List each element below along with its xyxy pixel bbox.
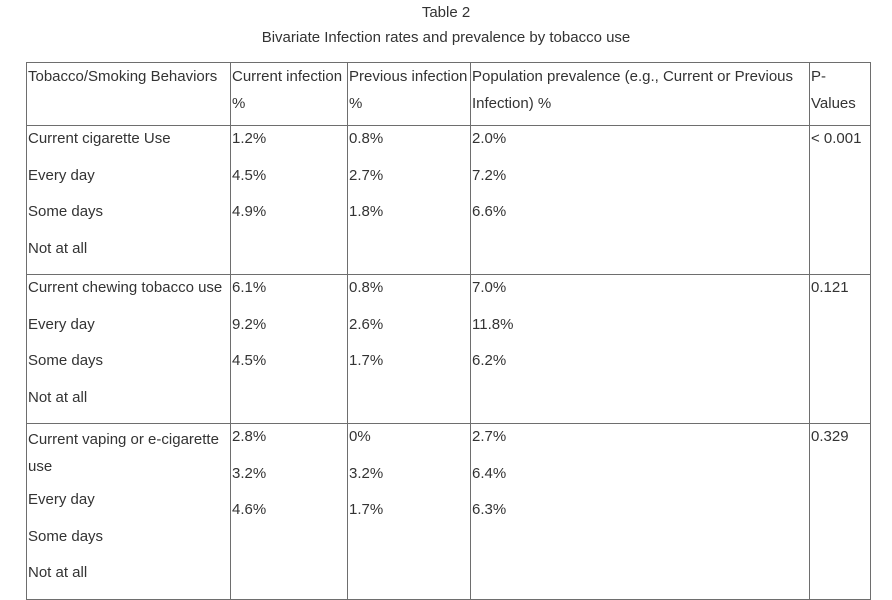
behavior-label: Current vaping or e-cigarette use <box>28 431 219 475</box>
table-title: Bivariate Infection rates and prevalence by tobacco use <box>261 29 631 46</box>
value: 0% <box>349 428 371 445</box>
p-value: < 0.001 <box>811 130 862 147</box>
value: 2.0% <box>472 130 507 147</box>
table-row <box>27 424 871 600</box>
behavior-cell <box>27 275 231 424</box>
header-population-prevalence: Population prevalence (e.g., Current or Previous Infection) % <box>471 63 810 126</box>
behavior-label: Not at all <box>28 564 88 581</box>
value: 4.6% <box>232 501 267 518</box>
behavior-label: Not at all <box>28 388 88 406</box>
p-value-cell <box>810 126 871 275</box>
value: 7.2% <box>472 166 507 184</box>
value: 6.4% <box>472 464 507 482</box>
value: 2.7% <box>349 166 384 184</box>
table-row <box>27 275 871 424</box>
prevalence-cell <box>471 126 810 275</box>
behavior-cell <box>27 126 231 275</box>
value: 4.5% <box>232 166 267 184</box>
value: 2.8% <box>232 428 267 445</box>
previous-infection-cell <box>348 126 471 275</box>
p-value: 0.121 <box>811 279 849 296</box>
p-value-cell <box>810 424 871 600</box>
current-infection-cell <box>231 424 348 600</box>
value: 1.2% <box>232 130 267 147</box>
value: 4.5% <box>232 352 267 369</box>
behavior-label: Every day <box>28 491 95 508</box>
value: 0.8% <box>349 279 384 296</box>
value: 7.0% <box>472 279 507 296</box>
table-number: Table 2 <box>421 4 471 21</box>
value: 1.7% <box>349 501 384 518</box>
p-value-cell <box>810 275 871 424</box>
header-current-infection: Current infection % <box>231 63 348 126</box>
value: 0.8% <box>349 130 384 147</box>
header-behaviors: Tobacco/Smoking Behaviors <box>27 63 231 126</box>
behavior-label: Some days <box>28 203 104 220</box>
value: 6.2% <box>472 352 507 369</box>
behavior-label: Every day <box>28 315 95 333</box>
header-p-values: P-Values <box>810 63 871 126</box>
behavior-cell <box>27 424 231 600</box>
infection-rates-table <box>26 62 871 600</box>
value: 2.7% <box>472 428 507 445</box>
behavior-label: Some days <box>28 527 104 545</box>
p-value: 0.329 <box>811 428 849 445</box>
behavior-label: Some days <box>28 352 104 369</box>
value: 4.9% <box>232 203 267 220</box>
behavior-label: Current cigarette Use <box>28 130 171 147</box>
value: 1.8% <box>349 203 384 220</box>
value: 6.3% <box>472 501 507 518</box>
value: 3.2% <box>232 464 267 482</box>
current-infection-cell <box>231 275 348 424</box>
value: 6.1% <box>232 279 267 296</box>
value: 9.2% <box>232 315 267 333</box>
prevalence-cell <box>471 275 810 424</box>
behavior-label: Not at all <box>28 239 88 257</box>
value: 11.8% <box>472 315 514 333</box>
value: 6.6% <box>472 203 507 220</box>
value: 2.6% <box>349 315 384 333</box>
behavior-label: Current chewing tobacco use <box>28 279 223 296</box>
previous-infection-cell <box>348 424 471 600</box>
prevalence-cell <box>471 424 810 600</box>
previous-infection-cell <box>348 275 471 424</box>
table-row <box>27 126 871 275</box>
behavior-label: Every day <box>28 166 95 184</box>
header-previous-infection: Previous infection % <box>348 63 471 126</box>
value: 1.7% <box>349 352 384 369</box>
value: 3.2% <box>349 464 384 482</box>
current-infection-cell <box>231 126 348 275</box>
table-header-row <box>27 63 871 126</box>
